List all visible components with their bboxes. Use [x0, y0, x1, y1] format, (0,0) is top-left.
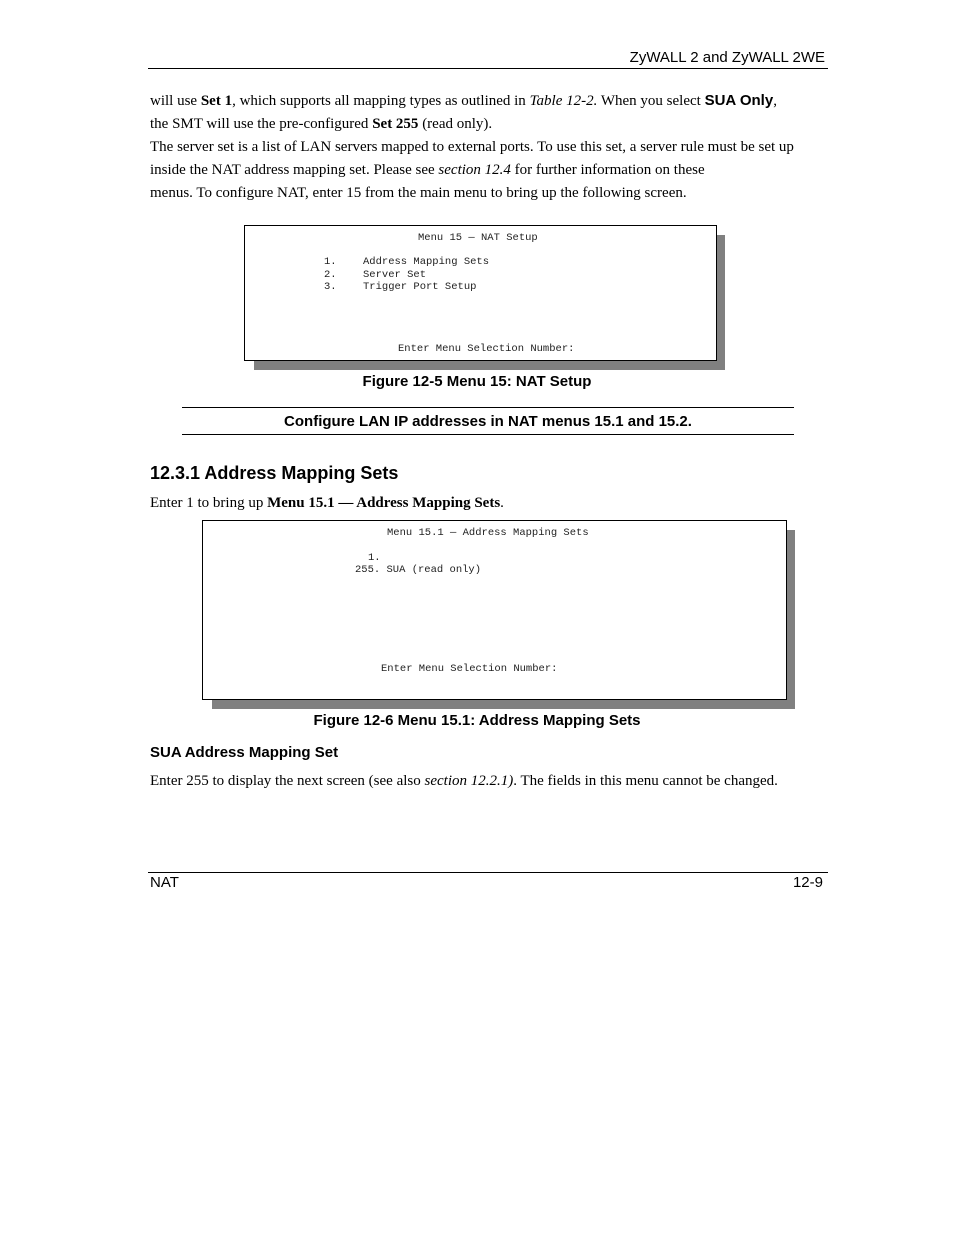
intro-line-5: menus. To configure NAT, enter 15 from the main menu to bring up the following screen. — [150, 185, 687, 201]
menu15-item-server-set: Server Set — [363, 269, 427, 281]
text-run: will use — [150, 93, 201, 109]
menu15-screen — [244, 225, 717, 361]
section-text — [150, 492, 830, 515]
intro-line-2 — [150, 113, 830, 136]
text-run: (read only). — [418, 116, 493, 132]
menu15-title: Menu 15 — NAT Setup — [418, 232, 538, 244]
menu15-item-address-mapping-sets: Address Mapping Sets — [363, 256, 490, 268]
subsection-heading: SUA Address Mapping Set — [150, 744, 339, 761]
figure-caption: Figure 12-6 Menu 15.1: Address Mapping Sets — [313, 712, 641, 729]
section-heading: 12.3.1 Address Mapping Sets — [150, 463, 399, 483]
footer-rule — [148, 872, 828, 873]
table-reference: Table 12-2. — [529, 93, 598, 109]
footer-chapter: NAT — [150, 874, 179, 891]
section-reference: section 12.4 — [438, 162, 511, 178]
menu151-entry-1: 1. — [368, 552, 381, 564]
text-run: , — [773, 93, 777, 109]
running-header: ZyWALL 2 and ZyWALL 2WE — [629, 49, 825, 66]
footer-page-number: 12-9 — [792, 874, 823, 891]
text-run: inside the NAT address mapping set. Please see — [150, 162, 439, 178]
menu151-title: Menu 15.1 — Address Mapping Sets — [387, 527, 589, 539]
intro-line-4 — [150, 159, 830, 182]
text-run: Enter 255 to display the next screen (see also — [150, 773, 425, 789]
text-run-bold: Set 255 — [372, 116, 419, 132]
text-run: When you select — [597, 93, 705, 109]
menu151-screen — [202, 520, 787, 700]
menu151-prompt: Enter Menu Selection Number: — [381, 663, 558, 675]
text-run-bold: SUA Only — [704, 92, 774, 109]
figure-caption: Figure 12-5 Menu 15: NAT Setup — [362, 373, 592, 390]
menu15-item-trigger-port-setup: Trigger Port Setup — [363, 281, 477, 293]
text-run: for further information on these — [510, 162, 705, 178]
intro-line-1 — [150, 89, 830, 113]
header-rule — [148, 68, 828, 69]
note-text: Configure LAN IP addresses in NAT menus 15.1 and 15.2. — [284, 413, 692, 430]
menu15-prompt: Enter Menu Selection Number: — [398, 343, 575, 355]
intro-line-3: The server set is a list of LAN servers mapped to external ports. To use this set, a server rule must be set up — [150, 139, 794, 155]
menu15-item-num-2: 2. — [324, 269, 337, 281]
sua-text — [150, 770, 830, 793]
text-run: , which supports all mapping types as outlined in — [232, 93, 530, 109]
text-run-bold: Menu 15.1 — Address Mapping Sets — [267, 495, 501, 511]
text-run: . The fields in this menu cannot be changed. — [513, 773, 778, 789]
note-rule-top — [182, 407, 794, 408]
menu151-entry-255: 255. SUA (read only) — [355, 564, 482, 576]
note-rule-bottom — [182, 434, 794, 435]
text-run-bold: Set 1 — [200, 93, 233, 109]
text-run: Enter 1 to bring up — [150, 495, 268, 511]
menu15-item-num-1: 1. — [324, 256, 337, 268]
text-run: the SMT will use the pre-configured — [150, 116, 373, 132]
menu15-item-num-3: 3. — [324, 281, 337, 293]
section-reference: section 12.2.1) — [424, 773, 514, 789]
text-run: . — [500, 495, 504, 511]
